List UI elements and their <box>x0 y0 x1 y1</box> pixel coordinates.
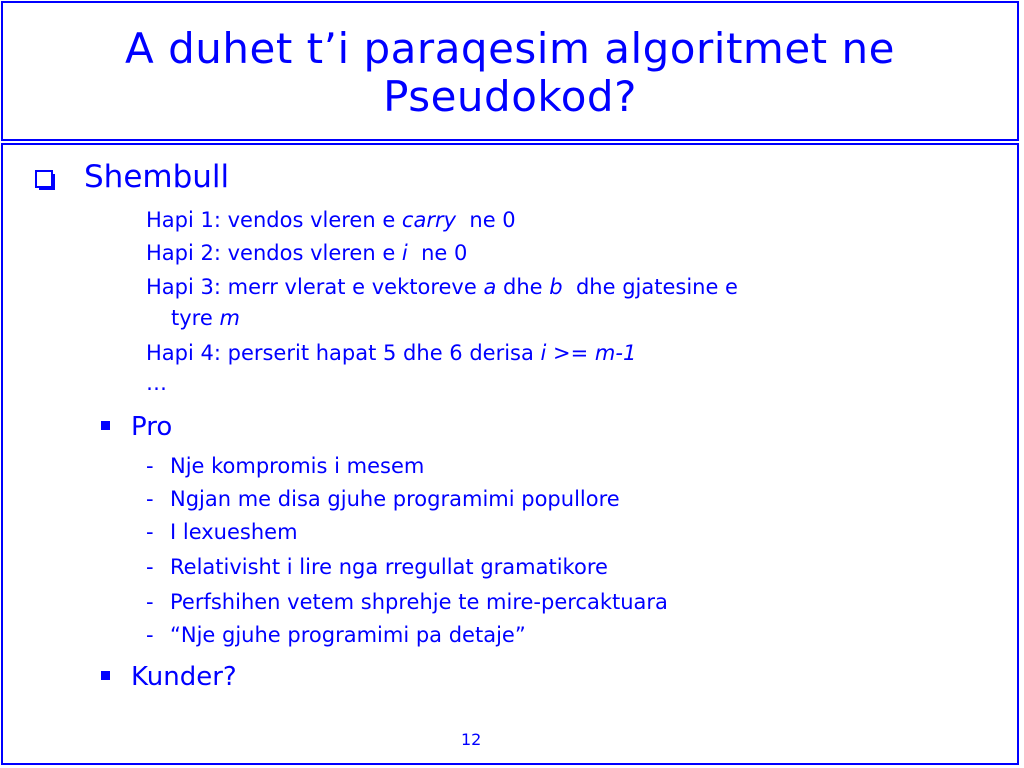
pro-item-text: Nje kompromis i mesem <box>170 454 425 478</box>
square-bullet-icon <box>101 671 110 680</box>
title-line-1: A duhet t’i paraqesim algoritmet ne <box>125 24 895 73</box>
page-number: 12 <box>461 730 482 749</box>
step-2 <box>146 238 467 268</box>
step-var: i <box>401 241 408 265</box>
title-box <box>1 1 1019 141</box>
dash-bullet: - <box>146 520 154 544</box>
pro-item <box>146 451 424 481</box>
pro-item-text: Perfshihen vetem shprehje te mire-percaktuara <box>170 590 668 614</box>
step-text: dhe <box>496 275 550 299</box>
kunder-heading: Kunder? <box>131 662 237 692</box>
step-ellipsis <box>146 368 167 398</box>
pro-item <box>146 552 608 582</box>
checkbox-icon <box>35 170 53 188</box>
step-var: m <box>219 306 240 330</box>
title-line-2: Pseudokod? <box>383 72 637 121</box>
step-var: a <box>483 275 497 299</box>
pro-item-text: “Nje gjuhe programimi pa detaje” <box>170 623 526 647</box>
dash-bullet: - <box>146 623 154 647</box>
step-var: i >= m-1 <box>540 341 637 365</box>
step-text: Hapi 4: perserit hapat 5 dhe 6 derisa <box>146 341 541 365</box>
pro-item <box>146 620 526 650</box>
dash-bullet: - <box>146 555 154 579</box>
example-heading: Shembull <box>84 159 230 195</box>
step-3-cont <box>171 303 240 333</box>
pro-heading: Pro <box>131 412 173 442</box>
slide-title <box>3 25 1017 121</box>
dash-bullet: - <box>146 590 154 614</box>
pro-item <box>146 517 298 547</box>
step-text: … <box>146 371 167 395</box>
dash-bullet: - <box>146 454 154 478</box>
step-text: Hapi 3: merr vlerat e vektoreve <box>146 275 484 299</box>
pro-item <box>146 587 668 617</box>
step-text: tyre <box>171 306 220 330</box>
pro-item-text: Ngjan me disa gjuhe programimi popullore <box>170 487 620 511</box>
dash-bullet: - <box>146 487 154 511</box>
step-text: Hapi 2: vendos vleren e <box>146 241 402 265</box>
pro-item <box>146 484 620 514</box>
step-4 <box>146 338 636 368</box>
step-text: ne 0 <box>456 208 516 232</box>
step-3 <box>146 272 738 302</box>
step-text: Hapi 1: vendos vleren e <box>146 208 402 232</box>
pro-item-text: Relativisht i lire nga rregullat gramatikore <box>170 555 608 579</box>
step-var: carry <box>401 208 457 232</box>
step-text: ne 0 <box>407 241 468 265</box>
step-var: b <box>549 275 563 299</box>
step-1 <box>146 205 516 235</box>
square-bullet-icon <box>101 421 110 430</box>
pro-item-text: I lexueshem <box>170 520 298 544</box>
step-text: dhe gjatesine e <box>562 275 738 299</box>
